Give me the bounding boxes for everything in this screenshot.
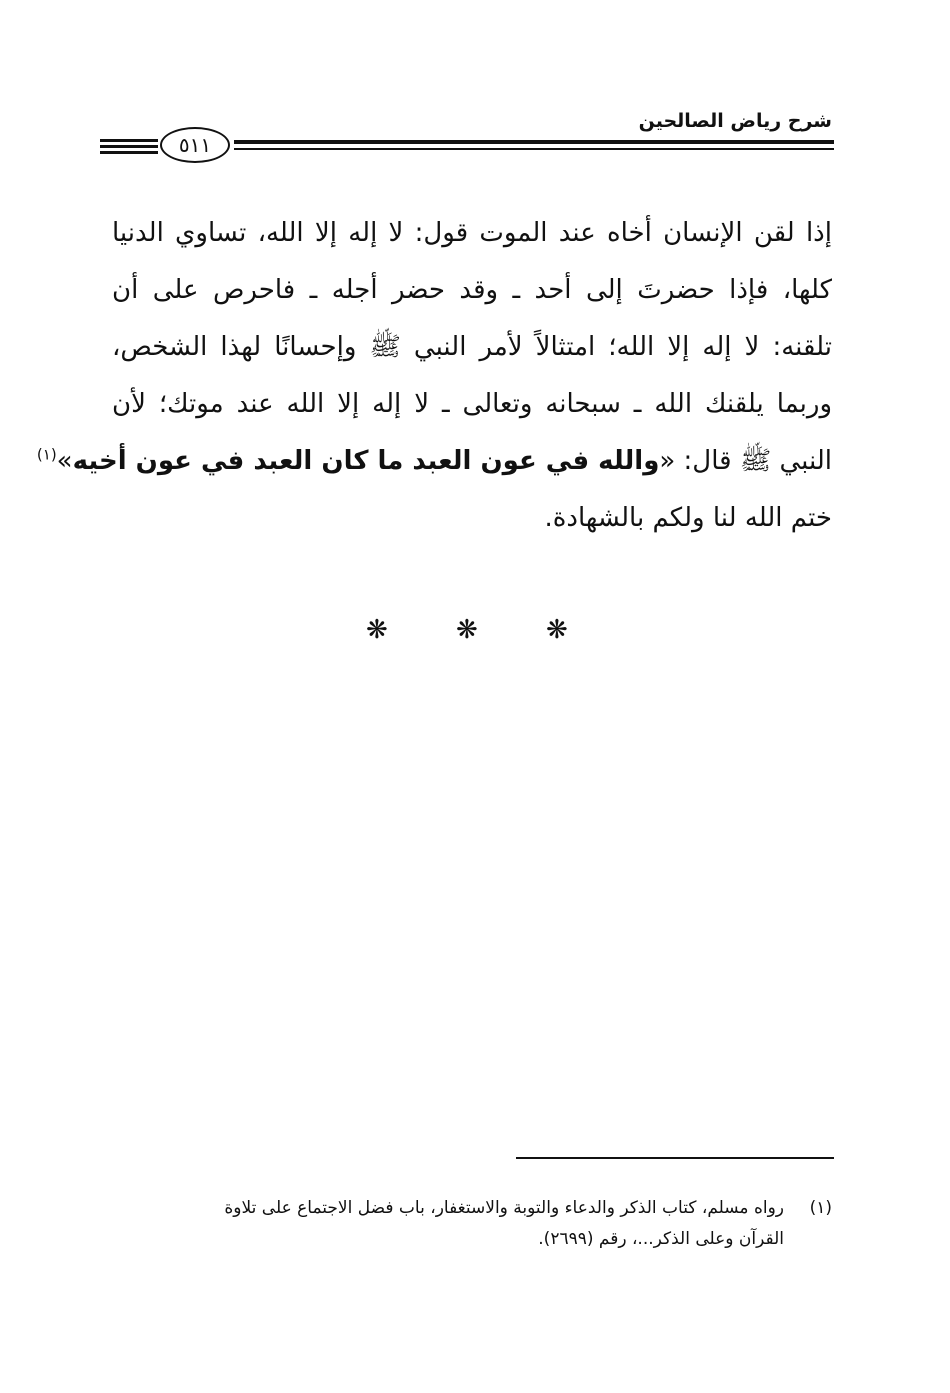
asterism-icon: ❋ xyxy=(456,615,478,645)
hadith-intro: النبي ﷺ قال: « xyxy=(659,446,832,476)
body-line: إذا لقن الإنسان أخاه عند الموت قول: لا إله إلا الله، تساوي الدنيا xyxy=(112,218,832,248)
running-header-title: شرح رياض الصالحين xyxy=(638,110,832,132)
header-rule-left xyxy=(100,151,158,154)
body-paragraph xyxy=(36,205,832,547)
footnote-reference[interactable]: (١) xyxy=(36,445,57,464)
asterism-icon: ❋ xyxy=(366,615,388,645)
body-line: تلقنه: لا إله إلا الله؛ امتثالاً لأمر النبي ﷺ وإحسانًا لهذا الشخص، xyxy=(112,332,832,362)
footnote xyxy=(102,1193,832,1255)
footnote-number: (١) xyxy=(809,1198,832,1218)
page-number: ٥١١ xyxy=(160,127,230,163)
header-rule-left xyxy=(100,145,158,148)
body-line: ختم الله لنا ولكم بالشهادة. xyxy=(544,503,832,533)
header-rule-thin xyxy=(234,148,834,150)
footnote-text: القرآن وعلى الذكر...، رقم (٢٦٩٩). xyxy=(538,1229,784,1249)
footnote-line xyxy=(102,1224,832,1255)
section-separator xyxy=(0,612,950,648)
body-line: وربما يلقنك الله ـ سبحانه وتعالى ـ لا إله إلا الله عند موتك؛ لأن xyxy=(112,389,832,419)
footnote-line xyxy=(102,1193,832,1224)
header-rule-left xyxy=(100,139,158,142)
body-line: كلها، فإذا حضرتَ إلى أحد ـ وقد حضر أجله ـ فاحرص على أن xyxy=(112,275,832,305)
footnote-text: رواه مسلم، كتاب الذكر والدعاء والتوبة والاستغفار، باب فضل الاجتماع على تلاوة xyxy=(224,1198,784,1218)
header-rule-thick xyxy=(234,140,834,144)
body-line-hadith xyxy=(36,433,832,490)
asterism-icon: ❋ xyxy=(546,615,568,645)
hadith-close: » xyxy=(56,446,73,476)
footnote-separator-rule xyxy=(516,1157,834,1159)
hadith-quote: والله في عون العبد ما كان العبد في عون أخيه xyxy=(72,446,660,476)
